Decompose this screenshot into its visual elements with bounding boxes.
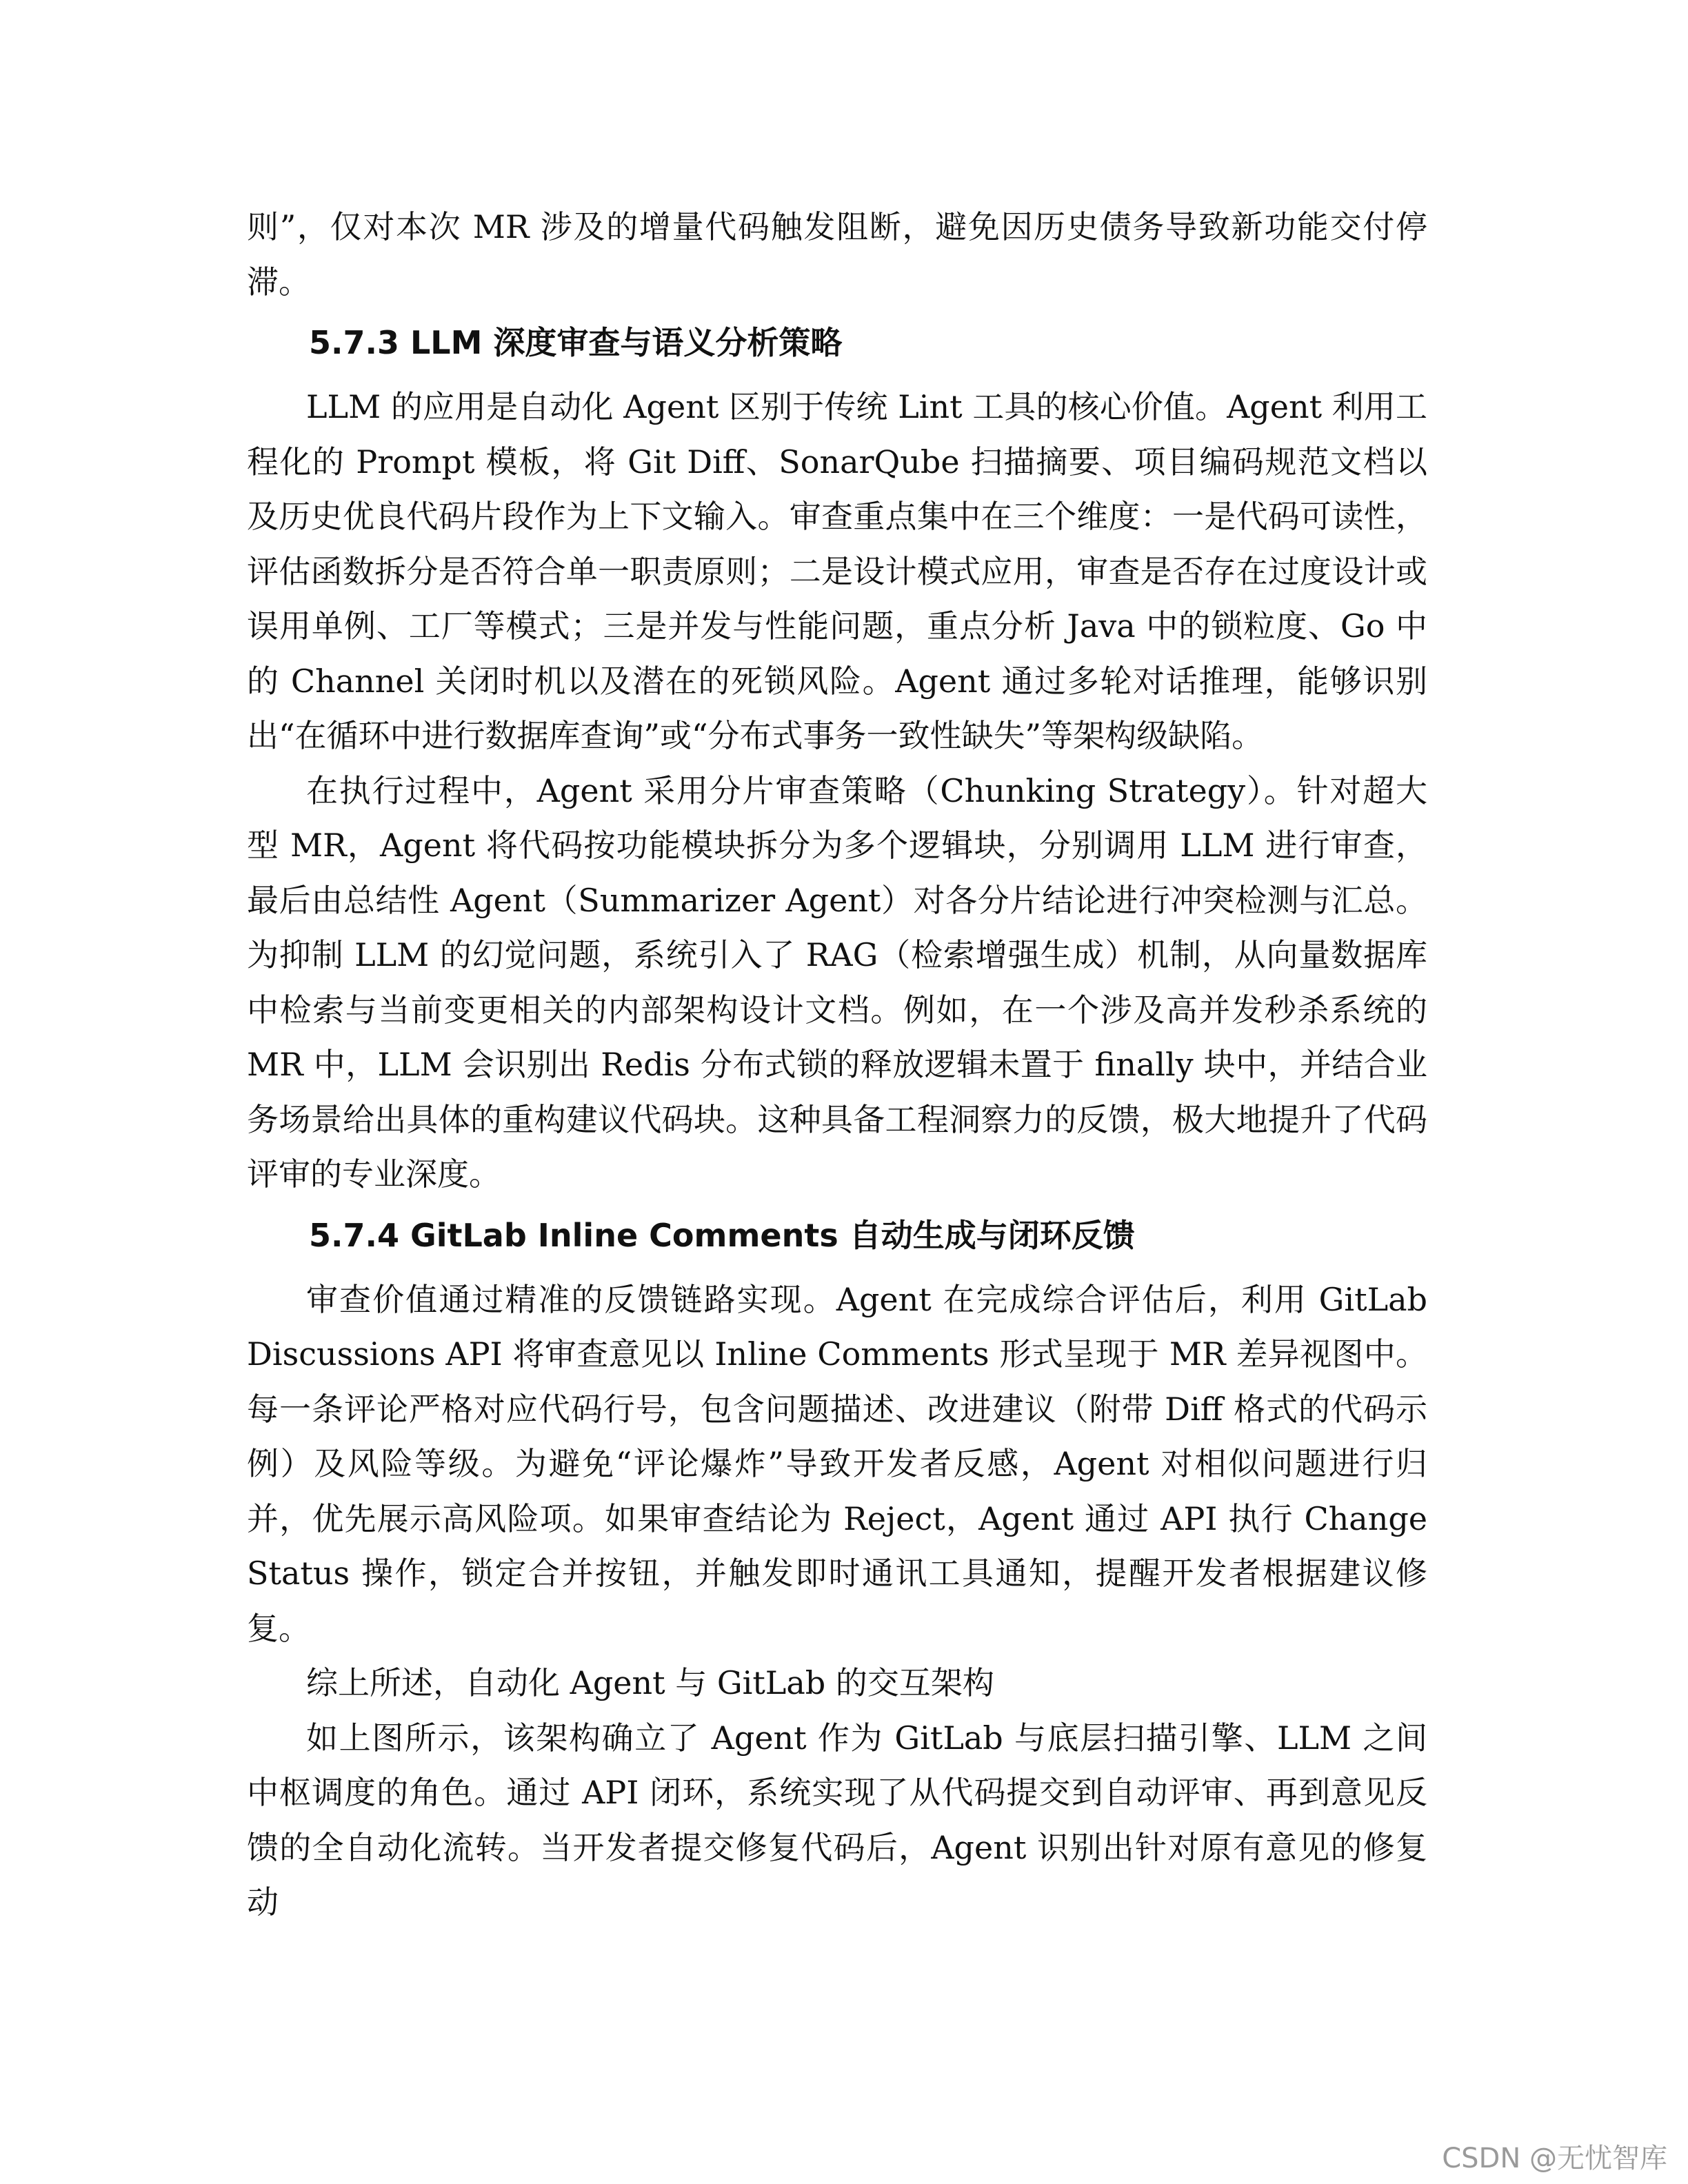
section-heading-5-7-4: 5.7.4 GitLab Inline Comments 自动生成与闭环反馈 — [309, 1216, 1135, 1254]
section-heading-5-7-3: 5.7.3 LLM 深度审查与语义分析策略 — [309, 324, 843, 361]
document-page — [247, 200, 1427, 1930]
section-5-7-4-paragraph-2: 综上所述，自动化 Agent 与 GitLab 的交互架构 — [306, 1664, 994, 1701]
section-5-7-4-paragraph-1: 审查价值通过精准的反馈链路实现。Agent 在完成综合评估后，利用 GitLab Discussions API 将审查意见以 Inline Comments 形式呈现于 MR 差异视图中。每一条评论严格对应代码行号，包含问题描述、改进建议（附带 Diff 格式的代码示例）及风险等级。为避免“评论爆炸”导致开发者反感，Agent 对相似问题进行归并，优先展示高风险项。如果审查结论为 Reject，Agent 通过 API 执行 Change Status 操作，锁定合并按钮，并触发即时通讯工具通知，提醒开发者根据建议修复。 — [247, 1280, 1427, 1647]
intro-paragraph: 则”，仅对本次 MR 涉及的增量代码触发阻断，避免因历史债务导致新功能交付停滞。 — [247, 208, 1427, 301]
section-5-7-4-paragraph-3: 如上图所示，该架构确立了 Agent 作为 GitLab 与底层扫描引擎、LLM 之间中枢调度的角色。通过 API 闭环，系统实现了从代码提交到自动评审、再到意见反馈的全自动化流转。当开发者提交修复代码后，Agent 识别出针对原有意见的修复动 — [247, 1719, 1427, 1921]
watermark: CSDN @无忧智库 — [1442, 2143, 1667, 2174]
section-5-7-3-paragraph-1: LLM 的应用是自动化 Agent 区别于传统 Lint 工具的核心价值。Agent 利用工程化的 Prompt 模板，将 Git Diff、SonarQube 扫描摘要、项目编码规范文档以及历史优良代码片段作为上下文输入。审查重点集中在三个维度：一是代码可读性，评估函数拆分是否符合单一职责原则；二是设计模式应用，审查是否存在过度设计或误用单例、工厂等模式；三是并发与性能问题，重点分析 Java 中的锁粒度、Go 中的 Channel 关闭时机以及潜在的死锁风险。Agent 通过多轮对话推理，能够识别出“在循环中进行数据库查询”或“分布式事务一致性缺失”等架构级缺陷。 — [247, 388, 1427, 754]
section-5-7-3-paragraph-2: 在执行过程中，Agent 采用分片审查策略（Chunking Strategy）。针对超大型 MR，Agent 将代码按功能模块拆分为多个逻辑块，分别调用 LLM 进行审查，最后由总结性 Agent（Summarizer Agent）对各分片结论进行冲突检测与汇总。为抑制 LLM 的幻觉问题，系统引入了 RAG（检索增强生成）机制，从向量数据库中检索与当前变更相关的内部架构设计文档。例如，在一个涉及高并发秒杀系统的 MR 中，LLM 会识别出 Redis 分布式锁的释放逻辑未置于 finally 块中，并结合业务场景给出具体的重构建议代码块。这种具备工程洞察力的反馈，极大地提升了代码评审的专业深度。 — [247, 771, 1427, 1193]
